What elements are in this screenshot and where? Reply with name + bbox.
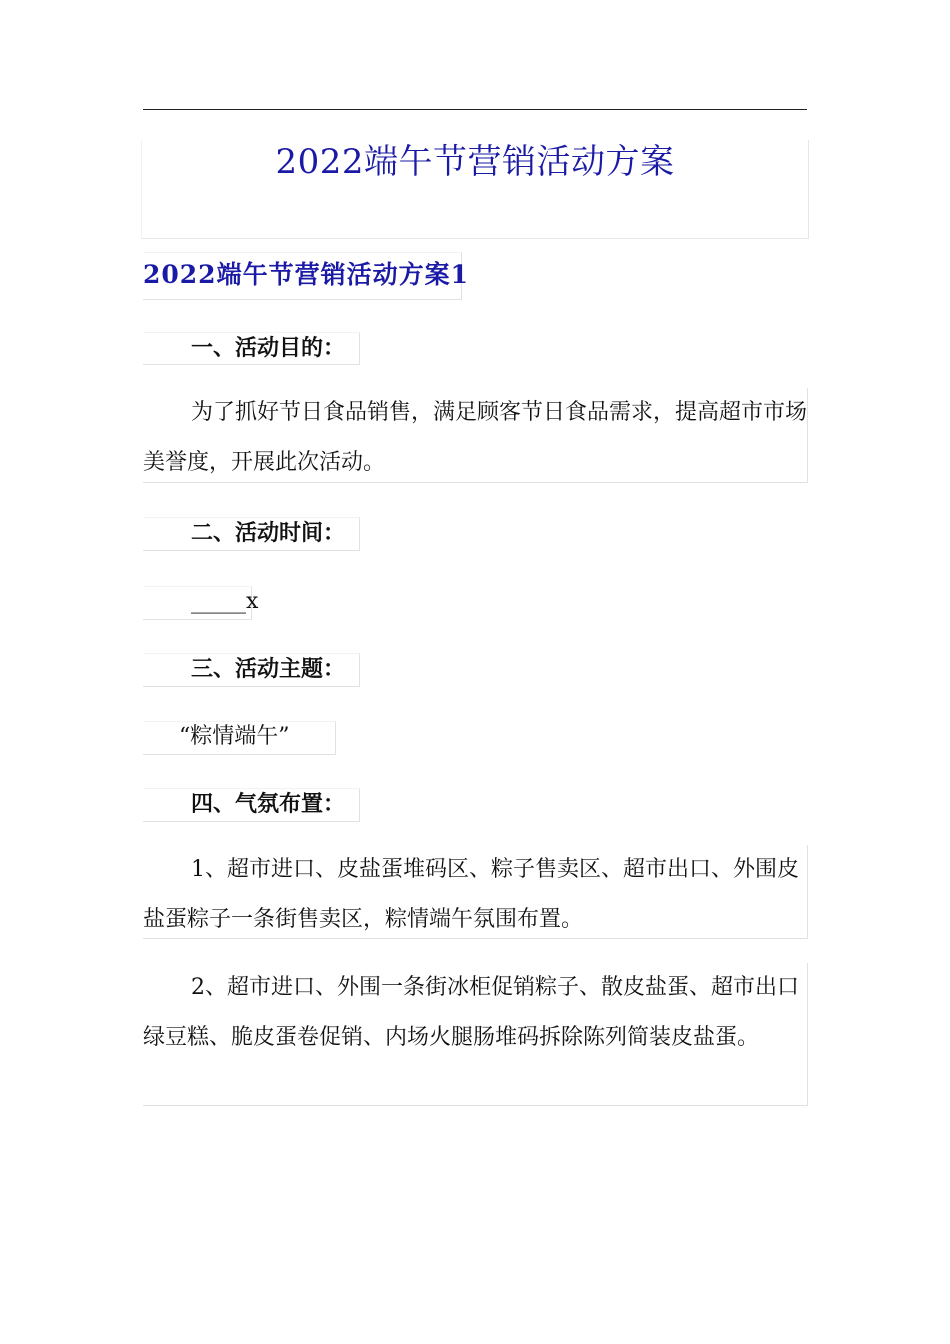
section-title: 2022端午节营销活动方案1 bbox=[143, 260, 469, 289]
heading-purpose: 一、活动目的： bbox=[191, 335, 346, 361]
document-title: 2022端午节营销活动方案 bbox=[275, 142, 675, 182]
item-2: 2、超市进口、外围一条街冰柜促销粽子、散皮盐蛋、超市出口绿豆糕、脆皮蛋卷促销、内场火腿肠堆码拆除陈列简装皮盐蛋。 bbox=[143, 975, 799, 1050]
heading-time-box bbox=[143, 517, 360, 551]
theme-value: “粽情端午” bbox=[179, 724, 290, 749]
heading-theme: 三、活动主题： bbox=[191, 656, 346, 682]
section-title-box bbox=[143, 252, 469, 300]
para-purpose: 为了抓好节日食品销售，满足顾客节日食品需求，提高超市市场美誉度，开展此次活动。 bbox=[143, 400, 808, 475]
top-rule bbox=[143, 109, 807, 110]
time-value-box bbox=[143, 586, 259, 620]
item-2-box bbox=[143, 963, 808, 1106]
item-1-box bbox=[143, 845, 808, 939]
heading-purpose-box bbox=[143, 332, 360, 365]
para-purpose-box bbox=[143, 388, 808, 483]
title-box bbox=[141, 140, 809, 239]
theme-value-box bbox=[143, 721, 336, 755]
heading-atmosphere-box bbox=[143, 788, 360, 822]
item-1: 1、超市进口、皮盐蛋堆码区、粽子售卖区、超市出口、外围皮盐蛋粽子一条街售卖区，粽情端午氛围布置。 bbox=[143, 857, 799, 932]
heading-theme-box bbox=[143, 653, 360, 687]
time-value: _____x bbox=[191, 589, 259, 614]
heading-time: 二、活动时间： bbox=[191, 520, 346, 546]
heading-atmosphere: 四、气氛布置： bbox=[191, 791, 346, 817]
